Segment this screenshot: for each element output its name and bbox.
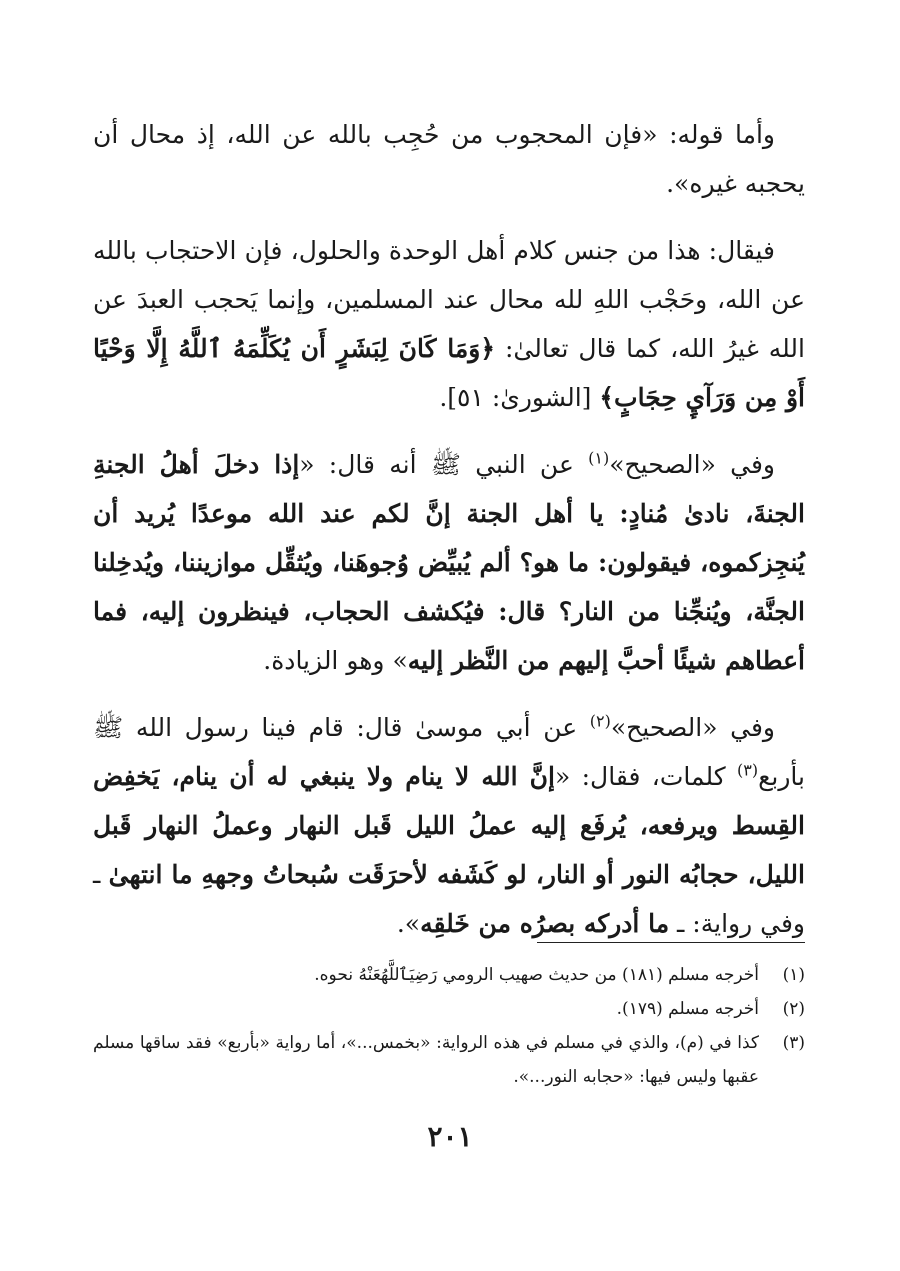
text-segment: وأما قوله: «فإن المحجوب من حُجِب بالله عن الله، إذ محال أن يحجبه غيره». xyxy=(93,120,805,198)
text-segment: فيقال: هذا من جنس كلام أهل الوحدة والحلول، فإن الاحتجاب بالله عن الله، وحَجْب اللهِ لله محال عند المسلمين، وإنما يَحجب العبدَ عن الله غيرُ الله، كما قال تعالىٰ: xyxy=(93,236,805,363)
footnote-1 xyxy=(93,958,805,992)
text-segment: وفي «الصحيح» xyxy=(609,450,775,479)
paragraph-1 xyxy=(93,110,805,208)
footnote-number: (٢) xyxy=(782,999,805,1019)
footnote-text: أخرجه مسلم (١٨١) من حديث صهيب الرومي رَضِيَٱللَّهُعَنْهُ نحوه. xyxy=(314,965,759,985)
text-segment: كلمات، فقال: « xyxy=(554,762,737,791)
footnote-ref: (٢) xyxy=(589,711,611,731)
footnote-number: (٣) xyxy=(782,1033,805,1053)
bold-text-segment: إنَّ الله لا ينام ولا ينبغي له أن ينام، يَخفِض القِسط ويرفعه، يُرفَع إليه عملُ الليل قَبل النهار وعملُ النهار قَبل الليل، حجابُه النور أو النار، لو كَشَفه لأحرَقَت سُبحاتُ وجههِ ما انتهىٰ xyxy=(93,762,805,889)
text-segment: عن النبي ﷺ أنه قال: « xyxy=(299,450,589,479)
text-segment: ـ وفي رواية: ـ xyxy=(93,860,805,938)
text-segment: » وهو الزيادة. xyxy=(263,646,408,675)
footnotes xyxy=(93,958,805,1094)
bold-text-segment: إذا دخلَ أهلُ الجنةِ الجنةَ، نادىٰ مُنادٍ: يا أهل الجنة إنَّ لكم عند الله موعدًا يُريد أن يُنجِزكموه، فيقولون: ما هو؟ ألم يُبيِّض وُجوهَنا، ويُثقِّل موازيننا، ويُدخِلنا الجنَّة، ويُنجِّنا من النار؟ قال: فيُكشف الحجاب، فينظرون إليه، فما أعطاهم شيئًا أحبَّ إليهم من النَّظر إليه xyxy=(93,450,805,675)
main-text xyxy=(93,110,805,966)
text-segment: عن أبي موسىٰ قال: قام فينا رسول الله ﷺ بأربع xyxy=(93,713,805,791)
footnote-separator xyxy=(537,942,805,943)
bold-text-segment: ﴿وَمَا كَانَ لِبَشَرٍ أَن يُكَلِّمَهُ ٱللَّهُ إِلَّا وَحْيًا أَوْ مِن وَرَآيِٕ حِجَابٍ﴾ xyxy=(93,334,805,412)
bold-text-segment: ما أدركه بصرُه من خَلقِه xyxy=(420,909,670,938)
paragraph-3 xyxy=(93,440,805,685)
paragraph-2 xyxy=(93,226,805,422)
footnote-number: (١) xyxy=(782,965,805,985)
text-segment: وفي «الصحيح» xyxy=(610,713,775,742)
footnote-ref: (١) xyxy=(588,448,610,468)
footnote-text: كذا في (م)، والذي في مسلم في هذه الرواية: «بخمس...»، أما رواية «بأربع» فقد ساقها مسلم عقبها وليس فيها: «حجابه النور...». xyxy=(93,1033,759,1087)
text-segment: ». xyxy=(396,909,421,938)
footnote-3 xyxy=(93,1026,805,1094)
footnote-text: أخرجه مسلم (١٧٩). xyxy=(616,999,759,1019)
text-segment: [الشورىٰ: ٥١]. xyxy=(439,383,600,412)
paragraph-4 xyxy=(93,703,805,948)
footnote-2 xyxy=(93,992,805,1026)
footnote-ref: (٣) xyxy=(736,760,759,780)
page-number: ٢٠١ xyxy=(427,1120,473,1153)
